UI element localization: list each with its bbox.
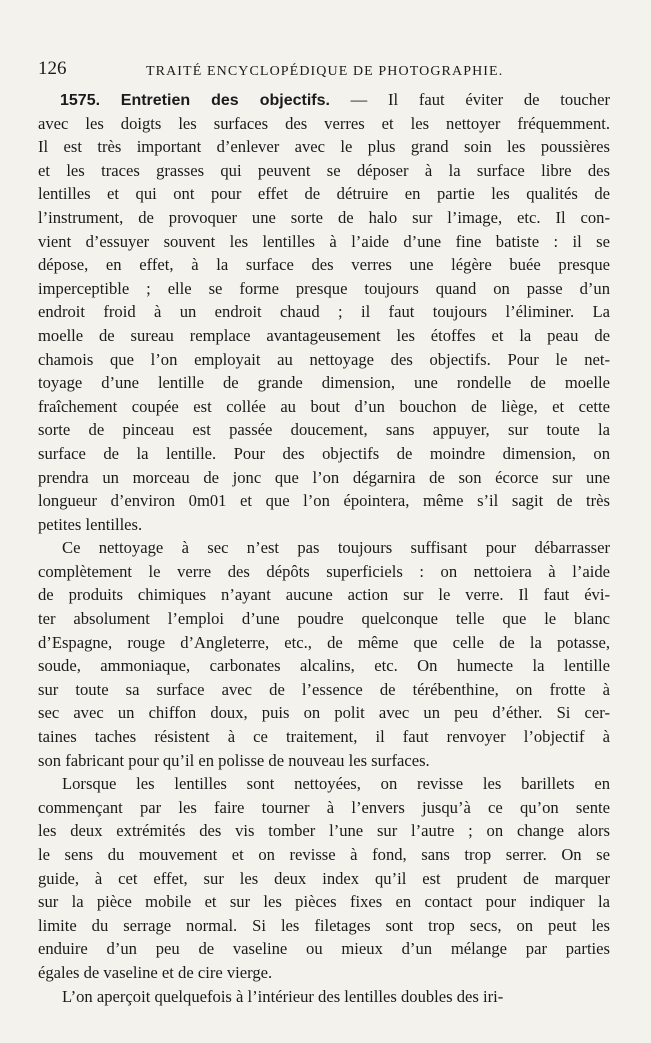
text-line: sorte de pinceau est passée doucement, sans appuyer, sur toute la	[38, 420, 610, 440]
running-title: TRAITÉ ENCYCLOPÉDIQUE DE PHOTOGRAPHIE.	[146, 64, 504, 79]
text-line: sur la pièce mobile et sur les pièces fixes en contact pour indiquer la	[38, 892, 610, 912]
text-line: complètement le verre des dépôts superficiels : on nettoiera à l’aide	[38, 561, 610, 581]
text-line: lentilles et qui ont pour effet de détruire en partie les qualités de	[38, 184, 610, 204]
text-line: taines taches résistent à ce traitement, il faut renvoyer l’objectif à	[38, 727, 610, 747]
text-line: endroit froid à un endroit chaud ; il faut toujours l’éliminer. La	[38, 302, 610, 322]
text-line: prendra un morceau de jonc que l’on dégarnira de son écorce sur une	[38, 467, 610, 487]
text-line: son fabricant pour qu’il en polisse de nouveau les surfaces.	[38, 750, 430, 770]
text-line: moelle de sureau remplace avantageusement les étoffes et la peau de	[38, 325, 610, 345]
text-line: guide, à cet effet, sur les deux index qu’il est prudent de marquer	[38, 868, 610, 888]
text-line: enduire d’un peu de vaseline ou mieux d’un mélange par parties	[38, 939, 610, 959]
text-line: surface de la lentille. Pour des objectifs de moindre dimension, on	[38, 443, 610, 463]
section-number: 1575.	[60, 92, 101, 109]
text-line: de produits chimiques n’ayant aucune action sur le verre. Il faut évi-	[38, 585, 610, 605]
section-title: Entretien des objectifs.	[120, 92, 330, 109]
text-line: longueur d’environ 0m01 et que l’on épointera, même s’il sagit de très	[38, 491, 610, 511]
text-line: commençant par les faire tourner à l’envers jusqu’à ce qu’on sente	[38, 797, 610, 817]
text-line: fraîchement coupée est collée au bout d’un bouchon de liège, et cette	[38, 396, 610, 416]
body-text	[38, 88, 610, 1008]
text-line: soude, ammoniaque, carbonates alcalins, etc. On humecte la lentille	[38, 656, 610, 676]
text-line: les deux extrémités des vis tomber l’une sur l’autre ; on change alors	[38, 821, 610, 841]
text-line: dépose, en effet, à la surface des verres une légère buée presque	[38, 255, 610, 275]
text-line: Il est très important d’enlever avec le plus grand soin les poussières	[38, 137, 610, 157]
section-first-line-text: — Il faut éviter de toucher	[350, 90, 610, 109]
text-line: limite du serrage normal. Si les filetages sont trop secs, on peut les	[38, 915, 610, 935]
text-line: Ce nettoyage à sec n’est pas toujours suffisant pour débarrasser	[62, 538, 610, 558]
text-line: Lorsque les lentilles sont nettoyées, on revisse les barillets en	[62, 774, 610, 794]
text-line: L’on aperçoit quelquefois à l’intérieur des lentilles doubles des iri-	[62, 986, 504, 1006]
text-line: le sens du mouvement et on revisse à fond, sans trop serrer. On se	[38, 845, 610, 864]
paragraph-lines	[38, 112, 610, 1009]
text-line: sur toute sa surface avec de l’essence de térébenthine, on frotte à	[38, 679, 610, 699]
text-line: imperceptible ; elle se forme presque toujours quand on passe d’un	[38, 278, 610, 298]
text-line: petites lentilles.	[38, 514, 143, 534]
text-line: chamois que l’on employait au nettoyage des objectifs. Pour le net-	[38, 349, 610, 369]
page-number: 126	[38, 58, 67, 79]
text-line: et les traces grasses qui peuvent se déposer à la surface libre des	[38, 160, 610, 180]
text-line: avec les doigts les surfaces des verres et les nettoyer fréquemment.	[38, 113, 610, 133]
text-line: l’instrument, de provoquer une sorte de halo sur l’image, etc. Il con-	[38, 207, 610, 227]
text-line: vient d’essuyer souvent les lentilles à l’aide d’une fine batiste : il se	[38, 231, 610, 251]
text-line: ter absolument l’emploi d’une poudre quelconque telle que le blanc	[38, 609, 610, 629]
running-head	[38, 58, 619, 84]
section-heading-line	[38, 88, 610, 112]
text-line: égales de vaseline et de cire vierge.	[38, 962, 273, 982]
text-line: toyage d’une lentille de grande dimension, une rondelle de moelle	[38, 373, 610, 393]
text-line: sec avec un chiffon doux, puis on polit avec un peu d’éther. Si cer-	[38, 703, 610, 723]
text-line: d’Espagne, rouge d’Angleterre, etc., de même que celle de la potasse,	[38, 632, 610, 652]
